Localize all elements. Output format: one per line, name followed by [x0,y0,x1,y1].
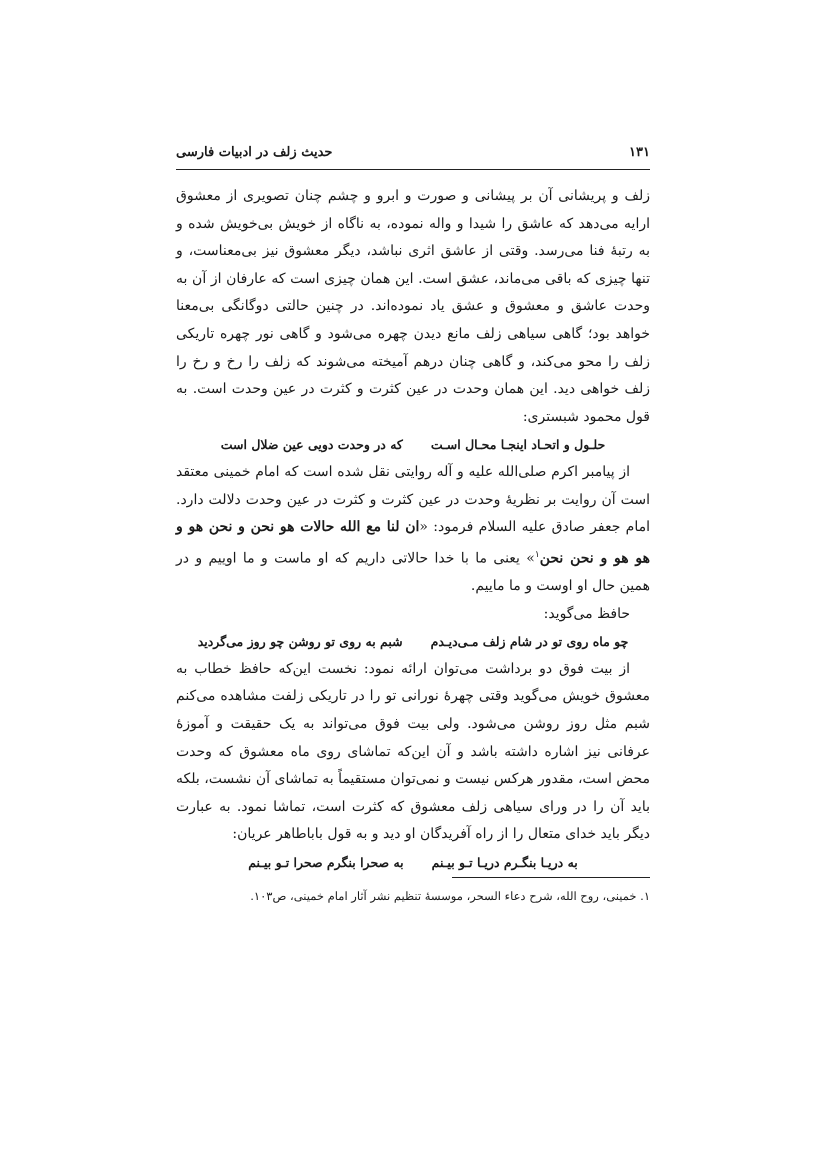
footnote-marker: ۱ [534,549,540,560]
verse-babataher [176,849,650,877]
paragraph-3: حافظ می‌گوید: [543,605,630,622]
verse-hemistich-2: که در وحدت دویی عین ضلال است [220,437,403,453]
arabic-quote: ان لنا مع الله حالات هو نحن و نحن هو و هو هو و نحن نحن [176,519,650,567]
paragraph-4: از بیت فوق دو برداشت می‌توان ارائه نمود: نخست این‌که حافظ خطاب به معشوق خویش می‌گوید وقتی چهرهٔ نورانی تو را در تاریکی زلفت مشاهده می‌کنم شبم مثل روز روشن می‌شود. ولی بیت فوق می‌تواند به یک حقیقت و آموزهٔ عرفانی نیز اشاره داشته باشد و آن این‌که تماشای روی ماه معشوق که وحدت محض است، مقدور هرکس نیست و نمی‌توان مستقیماً به تماشای آن نشست، بلکه باید آن را در ورای سیاهی زلف معشوق که کثرت است، تماشا نمود. به عبارت دیگر باید خدای متعال را از راه آفریدگان او دید و به قول باباطاهر عریان: [176,660,650,843]
verse-hafez [176,628,650,656]
verse-hemistich-2: شبم به روی تو روشن چو روز می‌گردید [197,634,403,650]
paragraph-1: زلف و پریشانی آن بر پیشانی و صورت و ابرو و چشم چنان تصویری از معشوق ارایه می‌دهد که عاشق را شیدا و واله نموده، به ناگاه از خویش بی‌خویش شده و به رتبهٔ فنا می‌رسد. وقتی از عاشق اثری نباشد، دیگر معشوق نیز بی‌معناست، و تنها چیزی که باقی می‌ماند، عشق است. این همان چیزی است که عارفان از آن به وحدت عاشق و معشوق و عشق یاد نموده‌اند. در چنین حالتی دوگانگی بی‌معنا خواهد بود؛ گاهی سیاهی زلف مانع دیدن چهره می‌شود و گاهی نور چهره تاریکی زلف را محو می‌کند، و گاهی چنان درهم آمیخته می‌شوند که زلف را رخ و رخ را زلف خواهی دید. این همان وحدت در عین کثرت و کثرت در عین وحدت است. به قول محمود شبستری: [176,188,650,425]
footnote: ۱. خمینی، روح الله، شرح دعاء السحر، موسسهٔ تنظیم نشر آثار امام خمینی، ص۱۰۳. [250,889,650,903]
body-text [176,183,650,877]
verse-shabestari [176,431,650,459]
verse-hemistich-2: به صحرا بنگرم صحرا تـو بیـنم [248,854,404,870]
running-header [176,141,650,170]
running-title: حدیث زلف در ادبیات فارسی [176,145,333,160]
paragraph-2 [176,459,650,601]
verse-hemistich-1: به دریـا بنگـرم دریـا تـو بیـنم [431,854,578,870]
footnote-divider [452,877,650,878]
verse-hemistich-1: چو ماه روی تو در شام زلف مـی‌دیـدم [430,634,629,650]
paragraph-2-text-end: » یعنی ما با خدا حالاتی داریم که او ماست و ما اوییم و در همین حال او اوست و ما ماییم. [176,550,650,594]
paragraph-2-text: از پیامبر اکرم صلی‌الله علیه و آله روایتی نقل شده است که امام خمینی معتقد است آن روایت بر نظریهٔ وحدت در عین کثرت و کثرت در عین وحدت دلالت دارد. امام جعفر صادق علیه السلام فرمود: « [176,463,650,536]
page-number: ۱۳۱ [629,145,650,160]
verse-hemistich-1: حلـول و اتحـاد اینجـا محـال اسـت [430,437,606,453]
